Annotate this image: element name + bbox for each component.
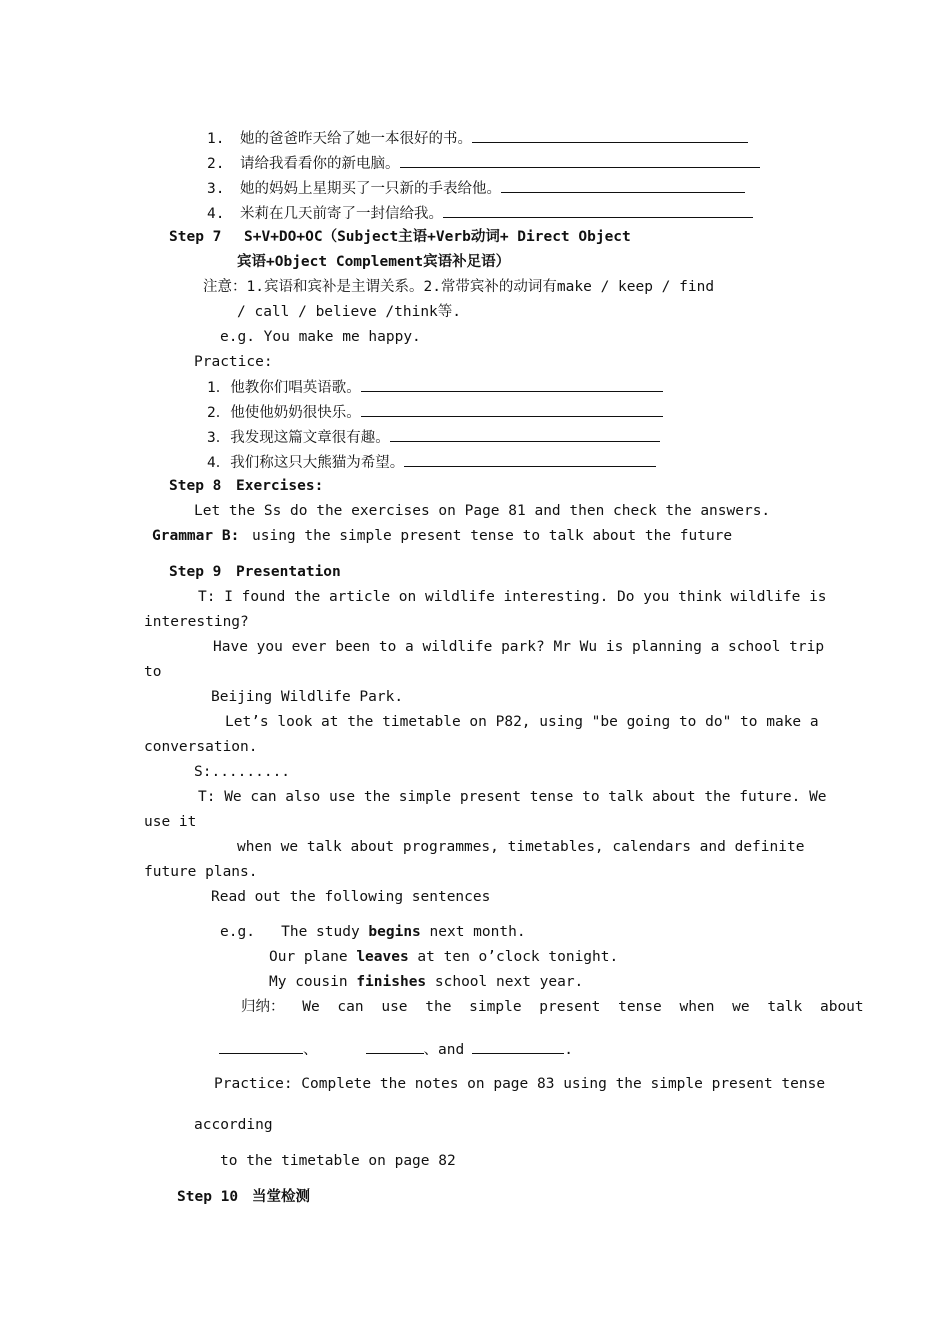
item-text: 她的爸爸昨天给了她一本很好的书。 xyxy=(240,131,472,147)
item-text: 他使他奶奶很快乐。 xyxy=(230,405,361,421)
step7-heading xyxy=(169,228,631,246)
summary-line: 归纳： We can use the simple present tense when we talk about xyxy=(241,999,864,1015)
item-number: 1． xyxy=(207,380,231,396)
translation-item xyxy=(207,203,753,223)
example-sentence xyxy=(269,973,583,991)
step9-line: conversation. xyxy=(144,739,258,755)
step7-note-cont: / call / believe /think等. xyxy=(237,304,462,320)
step-title: S+V+DO+OC（Subject主语+Verb动词+ Direct Object xyxy=(244,229,631,245)
translation-item xyxy=(207,128,748,148)
step9-line: use it xyxy=(144,814,197,830)
step-title: Presentation xyxy=(236,564,341,580)
example-prefix: My cousin xyxy=(269,974,357,990)
answer-blank xyxy=(404,452,656,467)
practice-label: Practice: xyxy=(194,354,273,370)
step9-line: Let’s look at the timetable on P82, using "be going to do" to make a xyxy=(225,714,819,730)
step10-heading xyxy=(177,1188,310,1206)
item-number: 3. xyxy=(207,181,225,197)
step-label: Step 8 xyxy=(169,478,222,494)
answer-blank xyxy=(361,402,663,417)
example-verb: leaves xyxy=(356,949,409,965)
step-title: Exercises: xyxy=(236,478,324,494)
example-sentence xyxy=(220,923,526,941)
practice-item xyxy=(207,402,663,422)
step9-line: future plans. xyxy=(144,864,258,880)
translation-item xyxy=(207,178,745,198)
example-sentence xyxy=(269,948,618,966)
step9-line: to xyxy=(144,664,162,680)
example-prefix: e.g. The study xyxy=(220,924,369,940)
answer-blank xyxy=(472,128,748,143)
item-number: 2． xyxy=(207,405,231,421)
answer-blank xyxy=(361,377,663,392)
step9-line: T: We can also use the simple present tense to talk about the future. We xyxy=(198,789,827,805)
answer-blank xyxy=(472,1039,564,1054)
example-suffix: next month. xyxy=(420,924,526,940)
step9-heading xyxy=(169,563,341,581)
item-text: 请给我看看你的新电脑。 xyxy=(240,156,400,172)
grammar-label: Grammar B: xyxy=(152,528,240,544)
practice-item xyxy=(207,377,663,397)
answer-blank xyxy=(366,1039,424,1054)
answer-blank xyxy=(501,178,745,193)
step-label: Step 7 xyxy=(169,229,222,245)
example-prefix: Our plane xyxy=(269,949,357,965)
step-label: Step 9 xyxy=(169,564,222,580)
item-number: 1. xyxy=(207,131,225,147)
step7-heading-cont: 宾语+Object Complement宾语补足语） xyxy=(237,254,511,270)
item-text: 我们称这只大熊猫为希望。 xyxy=(230,455,405,471)
step8-heading xyxy=(169,477,323,495)
step7-note: 注意：1.宾语和宾补是主谓关系。2.常带宾补的动词有make / keep / find xyxy=(203,279,715,295)
item-number: 3． xyxy=(207,430,231,446)
example-verb: finishes xyxy=(356,974,427,990)
answer-blank xyxy=(443,203,753,218)
item-text: 她的妈妈上星期买了一只新的手表给他。 xyxy=(240,181,501,197)
step8-body: Let the Ss do the exercises on Page 81 and then check the answers. xyxy=(194,503,771,519)
answer-blank xyxy=(219,1039,303,1054)
practice-item xyxy=(207,452,656,472)
separator: 、 xyxy=(303,1042,318,1058)
item-text: 我发现这篇文章很有趣。 xyxy=(230,430,390,446)
practice-line: Practice: Complete the notes on page 83 using the simple present tense xyxy=(214,1076,826,1092)
translation-item xyxy=(207,153,760,173)
practice-line: to the timetable on page 82 xyxy=(220,1153,456,1169)
step9-line: Beijing Wildlife Park. xyxy=(211,689,404,705)
end-mark: . xyxy=(564,1042,573,1058)
step9-line: Read out the following sentences xyxy=(211,889,491,905)
example-suffix: school next year. xyxy=(426,974,584,990)
separator: 、and xyxy=(423,1042,465,1058)
practice-item xyxy=(207,427,660,447)
step-label: Step 10 xyxy=(177,1189,239,1205)
answer-blank xyxy=(400,153,760,168)
item-text: 他教你们唱英语歌。 xyxy=(230,380,361,396)
item-number: 4． xyxy=(207,455,231,471)
step9-line: S:......... xyxy=(194,764,291,780)
grammar-b-heading xyxy=(152,527,732,545)
answer-blank xyxy=(390,427,660,442)
practice-line: according xyxy=(194,1117,273,1133)
step-title: 当堂检测 xyxy=(252,1189,310,1205)
step9-line: Have you ever been to a wildlife park? Mr Wu is planning a school trip xyxy=(213,639,825,655)
example-suffix: at ten o’clock tonight. xyxy=(408,949,619,965)
item-text: 米莉在几天前寄了一封信给我。 xyxy=(240,206,443,222)
step7-example: e.g. You make me happy. xyxy=(220,329,421,345)
grammar-text: using the simple present tense to talk about the future xyxy=(252,528,733,544)
step9-line: T: I found the article on wildlife interesting. Do you think wildlife is xyxy=(198,589,827,605)
item-number: 4. xyxy=(207,206,225,222)
step9-line: interesting? xyxy=(144,614,249,630)
item-number: 2. xyxy=(207,156,225,172)
step9-line: when we talk about programmes, timetables, calendars and definite xyxy=(237,839,805,855)
example-verb: begins xyxy=(368,924,421,940)
summary-blanks xyxy=(219,1039,573,1059)
